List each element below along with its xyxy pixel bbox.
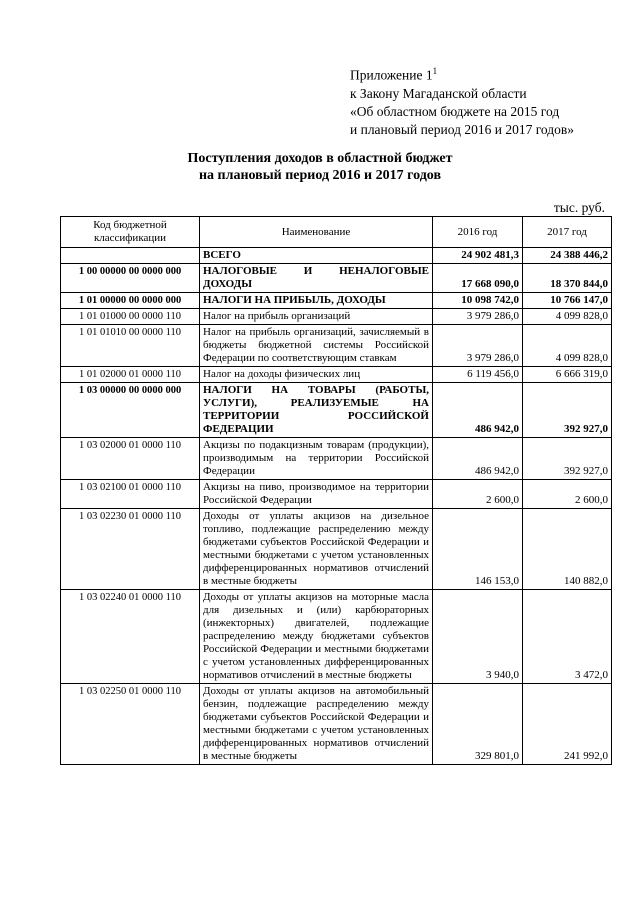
table-body [61, 248, 612, 765]
header-name: Наименование [200, 217, 433, 248]
table-row [61, 509, 612, 590]
cell-2017: 24 388 446,2 [523, 248, 612, 264]
cell-2016: 486 942,0 [433, 383, 523, 438]
cell-2017: 6 666 319,0 [523, 367, 612, 383]
cell-2016: 3 979 286,0 [433, 325, 523, 367]
cell-code: 1 01 01000 00 0000 110 [61, 309, 200, 325]
cell-2017: 4 099 828,0 [523, 325, 612, 367]
cell-name: Акцизы по подакцизным товарам (продукции), производимым на территории Российской Федерации [200, 438, 433, 480]
table-row [61, 480, 612, 509]
table-row [61, 293, 612, 309]
cell-2016: 3 940,0 [433, 590, 523, 684]
cell-2017: 392 927,0 [523, 438, 612, 480]
table-row [61, 684, 612, 765]
table-header-row [61, 217, 612, 248]
header-code: Код бюджетной классификации [61, 217, 200, 248]
document-title-line-1: Поступления доходов в областной бюджет [187, 151, 453, 166]
cell-name: Налог на прибыль организаций [200, 309, 433, 325]
cell-name: Акцизы на пиво, производимое на территории Российской Федерации [200, 480, 433, 509]
cell-name: Налог на доходы физических лиц [200, 367, 433, 383]
cell-code: 1 01 00000 00 0000 000 [61, 293, 200, 309]
header-2017: 2017 год [523, 217, 612, 248]
appendix-superscript: 1 [432, 66, 438, 76]
cell-code [61, 248, 200, 264]
cell-2017: 4 099 828,0 [523, 309, 612, 325]
cell-code: 1 01 01010 00 0000 110 [61, 325, 200, 367]
cell-2016: 17 668 090,0 [433, 264, 523, 293]
cell-name: НАЛОГОВЫЕ И НЕНАЛОГОВЫЕ ДОХОДЫ [200, 264, 433, 293]
cell-2017: 18 370 844,0 [523, 264, 612, 293]
unit-label: тыс. руб. [553, 200, 605, 215]
table-row [61, 383, 612, 438]
cell-2016: 6 119 456,0 [433, 367, 523, 383]
table-row [61, 325, 612, 367]
cell-2017: 140 882,0 [523, 509, 612, 590]
appendix-line-1: Приложение $1^1$ [350, 66, 438, 83]
cell-code: 1 03 00000 00 0000 000 [61, 383, 200, 438]
table-row [61, 309, 612, 325]
cell-name: Доходы от уплаты акцизов на автомобильный бензин, подлежащие распределению между бюджетами субъектов Российской Федерации и местными бюджетами с учетом установленных дифференцированных нормативов отчислений в местные бюджеты [200, 684, 433, 765]
cell-2017: 2 600,0 [523, 480, 612, 509]
cell-code: 1 01 02000 01 0000 110 [61, 367, 200, 383]
cell-name: Налог на прибыль организаций, зачисляемый в бюджеты бюджетной системы Российской Федерации по соответствующим ставкам [200, 325, 433, 367]
cell-2017: 10 766 147,0 [523, 293, 612, 309]
cell-code: 1 03 02230 01 0000 110 [61, 509, 200, 590]
cell-name: НАЛОГИ НА ТОВАРЫ (РАБОТЫ, УСЛУГИ), РЕАЛИЗУЕМЫЕ НА ТЕРРИТОРИИ РОССИЙСКОЙ ФЕДЕРАЦИИ [200, 383, 433, 438]
cell-2016: 3 979 286,0 [433, 309, 523, 325]
cell-name: Доходы от уплаты акцизов на моторные масла для дизельных и (или) карбюраторных (инжекторных) двигателей, подлежащие распределению между бюджетами субъектов Российской Федерации и местными бюджетами с учетом установленных дифференцированных нормативов отчислений в местные бюджеты [200, 590, 433, 684]
cell-code: 1 03 02250 01 0000 110 [61, 684, 200, 765]
table-row [61, 264, 612, 293]
table-row [61, 367, 612, 383]
table-row [61, 590, 612, 684]
cell-2016: 24 902 481,3 [433, 248, 523, 264]
cell-code: 1 03 02000 01 0000 110 [61, 438, 200, 480]
appendix-line-3: «Об областном бюджете на 2015 год [350, 103, 560, 119]
appendix-header [350, 62, 574, 139]
cell-name: ВСЕГО [200, 248, 433, 264]
table-row [61, 248, 612, 264]
cell-2016: 329 801,0 [433, 684, 523, 765]
cell-2017: 3 472,0 [523, 590, 612, 684]
document-title-line-2: на плановый период 2016 и 2017 годов [198, 168, 442, 183]
cell-2016: 146 153,0 [433, 509, 523, 590]
cell-2017: 392 927,0 [523, 383, 612, 438]
cell-code: 1 00 00000 00 0000 000 [61, 264, 200, 293]
cell-2016: 10 098 742,0 [433, 293, 523, 309]
cell-2017: 241 992,0 [523, 684, 612, 765]
cell-name: Доходы от уплаты акцизов на дизельное топливо, подлежащие распределению между бюджетами субъектов Российской Федерации и местными бюджетами с учетом установленных дифференцированных нормативов отчислений в местные бюджеты [200, 509, 433, 590]
cell-code: 1 03 02240 01 0000 110 [61, 590, 200, 684]
table-row [61, 438, 612, 480]
cell-2016: 2 600,0 [433, 480, 523, 509]
appendix-line-2: к Закону Магаданской области [350, 85, 527, 101]
cell-2016: 486 942,0 [433, 438, 523, 480]
header-2016: 2016 год [433, 217, 523, 248]
cell-code: 1 03 02100 01 0000 110 [61, 480, 200, 509]
cell-name: НАЛОГИ НА ПРИБЫЛЬ, ДОХОДЫ [200, 293, 433, 309]
revenue-table [60, 216, 612, 765]
document-title [0, 150, 640, 184]
appendix-line-4: и плановый период 2016 и 2017 годов» [350, 121, 575, 137]
